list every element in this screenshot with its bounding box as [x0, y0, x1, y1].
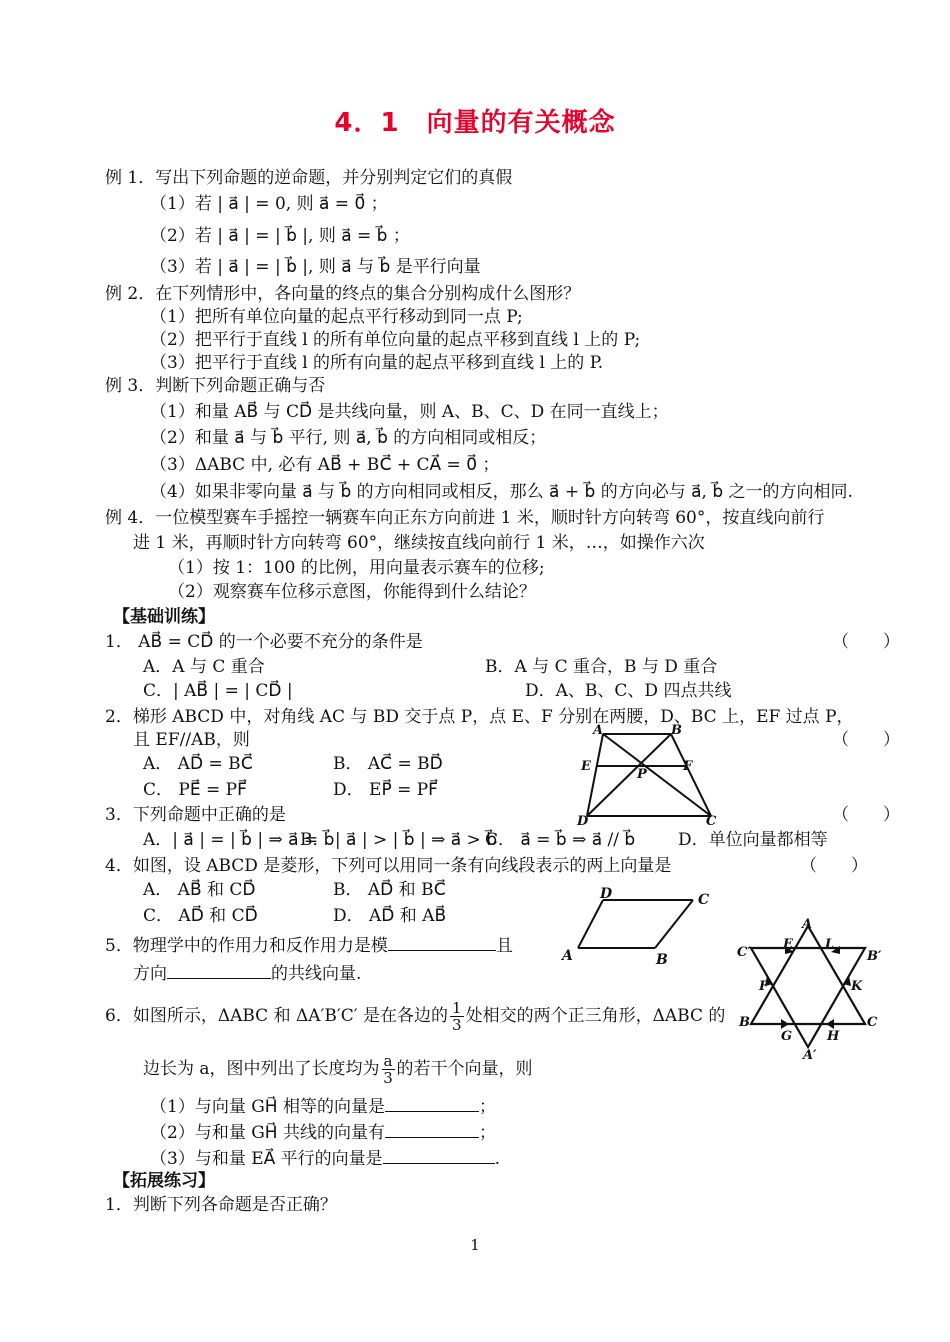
q4-option-c: C． AD⃗ 和 CD⃗: [143, 906, 258, 926]
example-4-cont: 进 1 米，再顺时针方向转弯 60°，继续按直线向前行 1 米，…，如操作六次: [133, 533, 705, 553]
q2-option-b: B． AC⃗ = BD⃗: [333, 754, 443, 774]
trap-label-d: D: [577, 814, 589, 826]
star-label-a: A: [802, 917, 813, 932]
rhombus-figure: [558, 884, 718, 968]
q6-item-1-text: （1）与向量 GH⃗ 相等的向量是: [150, 1097, 385, 1117]
example-2-item-3: （3）把平行于直线 l 的所有向量的起点平移到直线 l 上的 P.: [150, 353, 604, 373]
q5-blank-1[interactable]: [388, 934, 496, 951]
trap-label-c: C: [706, 814, 717, 826]
example-1-item-1: （1）若 | a⃗ | = 0, 则 a⃗ = 0⃗ ；: [150, 194, 388, 214]
question-5: [105, 934, 513, 957]
answer-paren-q3: （ ）: [832, 805, 900, 825]
q5-text-post: 且: [495, 936, 513, 956]
q5-text-pre: 5．物理学中的作用力和反作用力是模: [105, 936, 388, 956]
q1-option-d: D．A、B、C、D 四点共线: [525, 681, 732, 701]
q6-item-2-end: ；: [479, 1123, 496, 1143]
q6-blank-3[interactable]: [383, 1147, 495, 1164]
q6-blank-1[interactable]: [385, 1095, 479, 1112]
q6-item-2-text: （2）与和量 GH⃗ 共线的向量有: [150, 1123, 385, 1143]
example-3-item-2: （2）和量 a⃗ 与 b⃗ 平行, 则 a⃗, b⃗ 的方向相同或相反；: [150, 428, 547, 448]
q6-blank-2[interactable]: [385, 1121, 479, 1138]
q1-option-b: B．A 与 C 重合，B 与 D 重合: [485, 657, 718, 677]
trap-label-a: A: [593, 723, 604, 738]
q1-option-a: A．A 与 C 重合: [143, 657, 265, 677]
q4-option-b: B． AD⃗ 和 BC⃗: [333, 880, 446, 900]
q6-text-pre: 6．如图所示，ΔABC 和 ΔA′B′C′ 是在各边的: [105, 1006, 449, 1026]
star-label-a-prime: A′: [803, 1048, 817, 1060]
answer-paren-q4: （ ）: [800, 856, 868, 876]
example-4-item-2: （2）观察赛车位移示意图，你能得到什么结论？: [168, 582, 536, 602]
star-label-c: C: [867, 1015, 878, 1030]
q4-option-a: A． AB⃗ 和 CD⃗: [143, 880, 256, 900]
q3-option-a: A．| a⃗ | = | b⃗ | ⇒ a⃗ = b⃗: [143, 830, 335, 850]
question-2-cont: 且 EF//AB，则: [133, 730, 250, 750]
q3-option-b: B． | a⃗ | > | b⃗ | ⇒ a⃗ > b⃗: [300, 830, 497, 850]
answer-paren-q1: （ ）: [832, 632, 900, 652]
answer-paren-q2: （ ）: [832, 730, 900, 750]
example-3-item-3: （3）ΔABC 中, 必有 AB⃗ + BC⃗ + CA⃗ = 0⃗ ；: [150, 455, 500, 475]
q6b-text-post: 的若干个向量，则: [396, 1059, 533, 1079]
example-2-item-2: （2）把平行于直线 l 的所有单位向量的起点平移到直线 l 上的 P;: [150, 330, 641, 350]
q6-item-3-text: （3）与和量 EA⃗ 平行的向量是: [150, 1149, 383, 1169]
star-label-b-prime: B′: [867, 949, 882, 964]
example-1-item-3: （3）若 | a⃗ | = | b⃗ |, 则 a⃗ 与 b⃗ 是平行向量: [150, 257, 481, 277]
rhombus-label-d: D: [600, 886, 613, 902]
star-label-k: K: [851, 979, 863, 994]
q6b-text-pre: 边长为 a，图中列出了长度均为: [143, 1059, 380, 1079]
question-4: 4．如图，设 ABCD 是菱形，下列可以用同一条有向线段表示的两上向量是: [105, 856, 672, 876]
q6b-fraction-num: a: [383, 1052, 393, 1070]
star-label-b: B: [739, 1015, 750, 1030]
star-label-f: F: [759, 979, 769, 994]
hexagram-figure: [733, 916, 883, 1060]
q6-item-3: [150, 1147, 500, 1170]
star-label-c-prime: C′: [737, 945, 751, 960]
rhombus-label-b: B: [656, 952, 668, 968]
rhombus-label-a: A: [562, 948, 573, 964]
trap-label-p: P: [637, 767, 647, 782]
arrow-head-6: [826, 1019, 834, 1029]
q5-blank-2[interactable]: [167, 962, 271, 979]
question-1: 1． AB⃗ = CD⃗ 的一个必要不充分的条件是: [105, 632, 423, 652]
star-label-h: H: [827, 1029, 840, 1044]
section-extension: 【拓展练习】: [113, 1171, 215, 1191]
example-1: 例 1．写出下列命题的逆命题，并分别判定它们的真假: [105, 168, 513, 188]
example-2-item-1: （1）把所有单位向量的起点平行移动到同一点 P;: [150, 307, 523, 327]
example-3-item-4: （4）如果非零向量 a⃗ 与 b⃗ 的方向相同或相反，那么 a⃗ + b⃗ 的方向必与 a⃗, b⃗ 之一的方向相同.: [150, 482, 853, 502]
trap-label-f: F: [683, 759, 693, 774]
example-2: 例 2．在下列情形中，各向量的终点的集合分别构成什么图形？: [105, 284, 581, 304]
example-3-item-1: （1）和量 AB⃗ 与 CD⃗ 是共线向量，则 A、B、C、D 在同一直线上；: [150, 402, 669, 422]
trapezoid-figure: [575, 722, 725, 826]
trap-label-b: B: [671, 723, 682, 738]
star-label-e: E: [783, 937, 793, 952]
q2-option-c: C． PE⃗ = PF⃗: [143, 780, 247, 800]
arrow-head-5: [781, 1019, 789, 1029]
example-3: 例 3．判断下列命题正确与否: [105, 376, 326, 396]
question-6: [105, 1000, 725, 1033]
question-5-cont: [133, 962, 361, 985]
q6-item-2: [150, 1121, 496, 1144]
q1-option-c: C．| AB⃗ | = | CD⃗ |: [143, 681, 293, 701]
q6-text-post: 处相交的两个正三角形，ΔABC 的: [465, 1006, 726, 1026]
q5b-text-pre: 方向: [133, 964, 167, 984]
question-3: 3．下列命题中正确的是: [105, 805, 286, 825]
q6-item-1: [150, 1095, 496, 1118]
q6-fraction-num: 1: [452, 999, 462, 1017]
page-number: 1: [470, 1236, 480, 1254]
q5b-text-post: 的共线向量.: [271, 964, 362, 984]
q6-fraction: [450, 1000, 464, 1033]
question-2: 2．梯形 ABCD 中，对角线 AC 与 BD 交于点 P，点 E、F 分别在两腰，D、BC 上，EF 过点 P，: [105, 707, 854, 727]
question-6-cont: [143, 1053, 533, 1086]
star-label-l: L: [825, 937, 835, 952]
q3-option-d: D．单位向量都相等: [678, 830, 828, 850]
q2-option-d: D． EP⃗ = PF⃗: [333, 780, 438, 800]
section-basic-training: 【基础训练】: [113, 607, 215, 627]
q3-option-c: C． a⃗ = b⃗ ⇒ a⃗ // b⃗: [485, 830, 636, 850]
q6-fraction-den: 3: [452, 1016, 462, 1034]
q6b-fraction-den: 3: [383, 1069, 393, 1087]
q4-option-d: D． AD⃗ 和 AB⃗: [333, 906, 447, 926]
q6-item-1-end: ；: [479, 1097, 496, 1117]
q6-item-3-end: .: [494, 1149, 501, 1169]
star-label-g: G: [781, 1029, 793, 1044]
page-title: 4．1 向量的有关概念: [334, 108, 616, 138]
example-4: 例 4．一位模型赛车手摇控一辆赛车向正东方向前进 1 米，顺时针方向转弯 60°，按直线向前行: [105, 508, 825, 528]
q2-option-a: A． AD⃗ = BC⃗: [143, 754, 253, 774]
example-4-item-1: （1）按 1：100 的比例，用向量表示赛车的位移;: [168, 558, 545, 578]
q6b-fraction: [382, 1053, 395, 1086]
rhombus-label-c: C: [698, 892, 710, 908]
trap-label-e: E: [581, 759, 591, 774]
example-1-item-2: （2）若 | a⃗ | = | b⃗ |, 则 a⃗ = b⃗ ；: [150, 226, 410, 246]
extension-question-1: 1．判断下列各命题是否正确？: [105, 1195, 337, 1215]
